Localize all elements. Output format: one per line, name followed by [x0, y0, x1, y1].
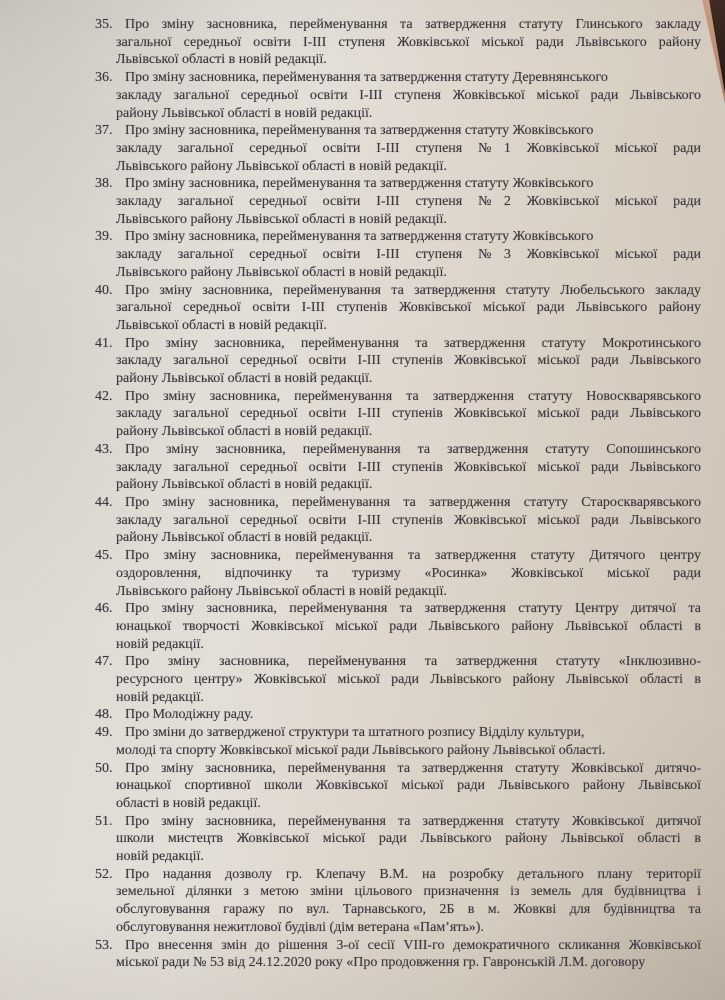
item-text-line: обслуговування нежитлової будівлі (дім ветерана «Пам’ять»). [116, 919, 484, 935]
agenda-item [95, 335, 701, 388]
item-text-line: обслуговування гаражу по вул. Тарнавського, 2Б в м. Жовкві для будівництва та [116, 902, 701, 918]
item-text-line: Львівської області в новій редакції. [116, 317, 327, 333]
item-text-line: Про зміну засновника, перейменування та затвердження статуту Староскварявського [125, 494, 701, 510]
item-text-line: Львівського району Львівської області в новій редакції. [116, 211, 447, 227]
item-text-line: закладу загальної середньої освіти І-ІІІ ступенів Жовківської міської ради Львівського [116, 353, 701, 369]
item-number: 47. [95, 654, 113, 670]
item-text-line: Про зміну засновника, перейменування та затвердження статуту Жовківського [125, 176, 594, 192]
agenda-item [95, 494, 701, 547]
item-number: 49. [95, 725, 113, 741]
item-number: 42. [95, 388, 113, 404]
agenda-item [95, 813, 701, 866]
item-text-line: Про зміну засновника, перейменування та затвердження статуту Сопошинського [125, 441, 701, 457]
agenda-item [95, 547, 701, 600]
agenda-item [95, 600, 701, 653]
item-text-line: району Львівської області в новій редакції. [116, 477, 373, 493]
item-text-line: закладу загальної середньої освіти І-ІІІ ступеня №2 Жовківської міської ради [116, 194, 701, 210]
item-number: 53. [95, 937, 113, 953]
agenda-item [95, 69, 701, 122]
item-text-line: Про зміну засновника, перейменування та затвердження статуту Дитячого центру [125, 548, 701, 564]
agenda-item [95, 122, 701, 175]
item-number: 41. [95, 335, 113, 351]
item-text-line: ресурсного центру» Жовківської міської ради Львівського району Львівської області в [116, 672, 701, 688]
item-text-line: оздоровлення, відпочинку та туризму «Росинка» Жовківської міської ради [116, 565, 701, 581]
item-text-line: Про зміну засновника, перейменування та затвердження статуту Любельського закладу [125, 282, 701, 298]
agenda-item [95, 388, 701, 441]
item-text-line: загальної середньої освіти І-ІІІ ступеня Жовківської міської ради Львівського району [116, 34, 701, 50]
item-number: 44. [95, 494, 113, 510]
agenda-item [95, 653, 701, 706]
agenda-item [95, 706, 701, 724]
item-text-line: Про зміну засновника, перейменування та затвердження статуту Деревнянського [125, 70, 608, 86]
item-text-line: закладу загальної середньої освіти І-ІІІ ступенів Жовківської міської ради Львівського [116, 512, 701, 528]
item-number: 48. [95, 707, 113, 723]
item-text-line: Про Молодіжну раду. [125, 707, 254, 723]
item-text-line: Про зміну засновника, перейменування та затвердження статуту Мокротинського [125, 335, 701, 351]
item-text-line: загальної середньої освіти І-ІІІ ступенів Жовківської міської ради Львівського району [116, 300, 701, 316]
item-text-line: юнацької творчості Жовківської міської ради Львівського району Львівської області в [116, 618, 701, 634]
item-text-line: школи мистецтв Жовківської міської ради Львівського району Львівської області в [116, 831, 701, 847]
agenda-item [95, 441, 701, 494]
item-text-line: закладу загальної середньої освіти І-ІІІ ступеня №1 Жовківської міської ради [116, 140, 701, 156]
item-number: 39. [95, 229, 113, 245]
item-text-line: Про зміну засновника, перейменування та затвердження статуту Новоскварявського [125, 388, 701, 404]
item-number: 36. [95, 70, 113, 86]
item-text-line: району Львівської області в новій редакції. [116, 530, 373, 546]
item-number: 51. [95, 813, 113, 829]
item-text-line: юнацької спортивної школи Жовківської міської ради Львівського району Львівської [116, 778, 701, 794]
agenda-item [95, 866, 701, 937]
item-number: 40. [95, 282, 113, 298]
item-number: 50. [95, 760, 113, 776]
item-number: 43. [95, 441, 113, 457]
item-number: 45. [95, 548, 113, 564]
agenda-item [95, 228, 701, 281]
item-text-line: Про зміну засновника, перейменування та затвердження статуту Жовківської дитячої [125, 813, 701, 829]
item-text-line: району Львівської області в новій редакції. [116, 105, 373, 121]
item-text-line: Про зміну засновника, перейменування та затвердження статуту Центру дитячої та [125, 601, 701, 617]
item-text-line: Про внесення змін до рішення 3-ої сесії VIII-го демократичного скликання Жовківської [125, 937, 701, 953]
item-text-line: Львівської області в новій редакції. [116, 52, 327, 68]
item-text-line: Львівського району Львівської області в новій редакції. [116, 158, 447, 174]
item-number: 52. [95, 866, 113, 882]
item-text-line: Про зміну засновника, перейменування та затвердження статуту Глинського закладу [125, 17, 701, 32]
item-text-line: Про надання дозволу гр. Клепачу В.М. на розробку детального плану території [125, 866, 701, 882]
agenda-item [95, 282, 701, 335]
agenda-item [95, 724, 701, 759]
item-text-line: району Львівської області в новій редакції. [116, 424, 373, 440]
agenda-item [95, 16, 701, 69]
item-text-line: закладу загальної середньої освіти І-ІІІ ступенів Жовківської міської ради Львівського [116, 406, 701, 422]
item-text-line: молоді та спорту Жовківської міської ради Львівського району Львівської області. [116, 742, 606, 758]
item-text-line: Про зміну засновника, перейменування та затвердження статуту «Інклюзивно- [125, 654, 701, 670]
item-text-line: області в новій редакції. [116, 795, 261, 811]
item-text-line: району Львівської області в новій редакції. [116, 371, 373, 387]
item-text-line: новій редакції. [116, 689, 204, 705]
item-text-line: закладу загальної середньої освіти І-ІІІ ступеня Жовківської міської ради Львівського [116, 87, 701, 103]
item-number: 46. [95, 601, 113, 617]
item-text-line: закладу загальної середньої освіти І-ІІІ ступеня №3 Жовківської міської ради [116, 247, 701, 263]
agenda-list [0, 16, 725, 972]
agenda-item [95, 760, 701, 813]
item-text-line: міської ради № 53 від 24.12.2020 року «Про продовження гр. Гавронській Л.М. договору [116, 955, 646, 971]
item-text-line: Про зміну засновника, перейменування та затвердження статуту Жовківського [125, 229, 594, 245]
item-text-line: Львівського району Львівської області в новій редакції. [116, 264, 447, 280]
item-number: 35. [95, 17, 113, 32]
item-text-line: закладу загальної середньої освіти І-ІІІ ступенів Жовківської міської ради Львівського [116, 459, 701, 475]
agenda-item [95, 937, 701, 972]
agenda-item [95, 175, 701, 228]
item-text-line: Про зміну засновника, перейменування та затвердження статуту Жовківського [125, 123, 594, 139]
item-number: 37. [95, 123, 113, 139]
item-text-line: Про зміни до затвердженої структури та штатного розпису Відділу культури, [125, 725, 585, 741]
item-text-line: Львівського району Львівської області в новій редакції. [116, 583, 447, 599]
item-text-line: земельної ділянки з метою зміни цільового призначення із земель для будівництва і [116, 884, 701, 900]
item-text-line: новій редакції. [116, 636, 204, 652]
item-text-line: новій редакції. [116, 849, 204, 865]
item-number: 38. [95, 176, 113, 192]
item-text-line: Про зміну засновника, перейменування та затвердження статуту Жовківської дитячо- [125, 760, 701, 776]
